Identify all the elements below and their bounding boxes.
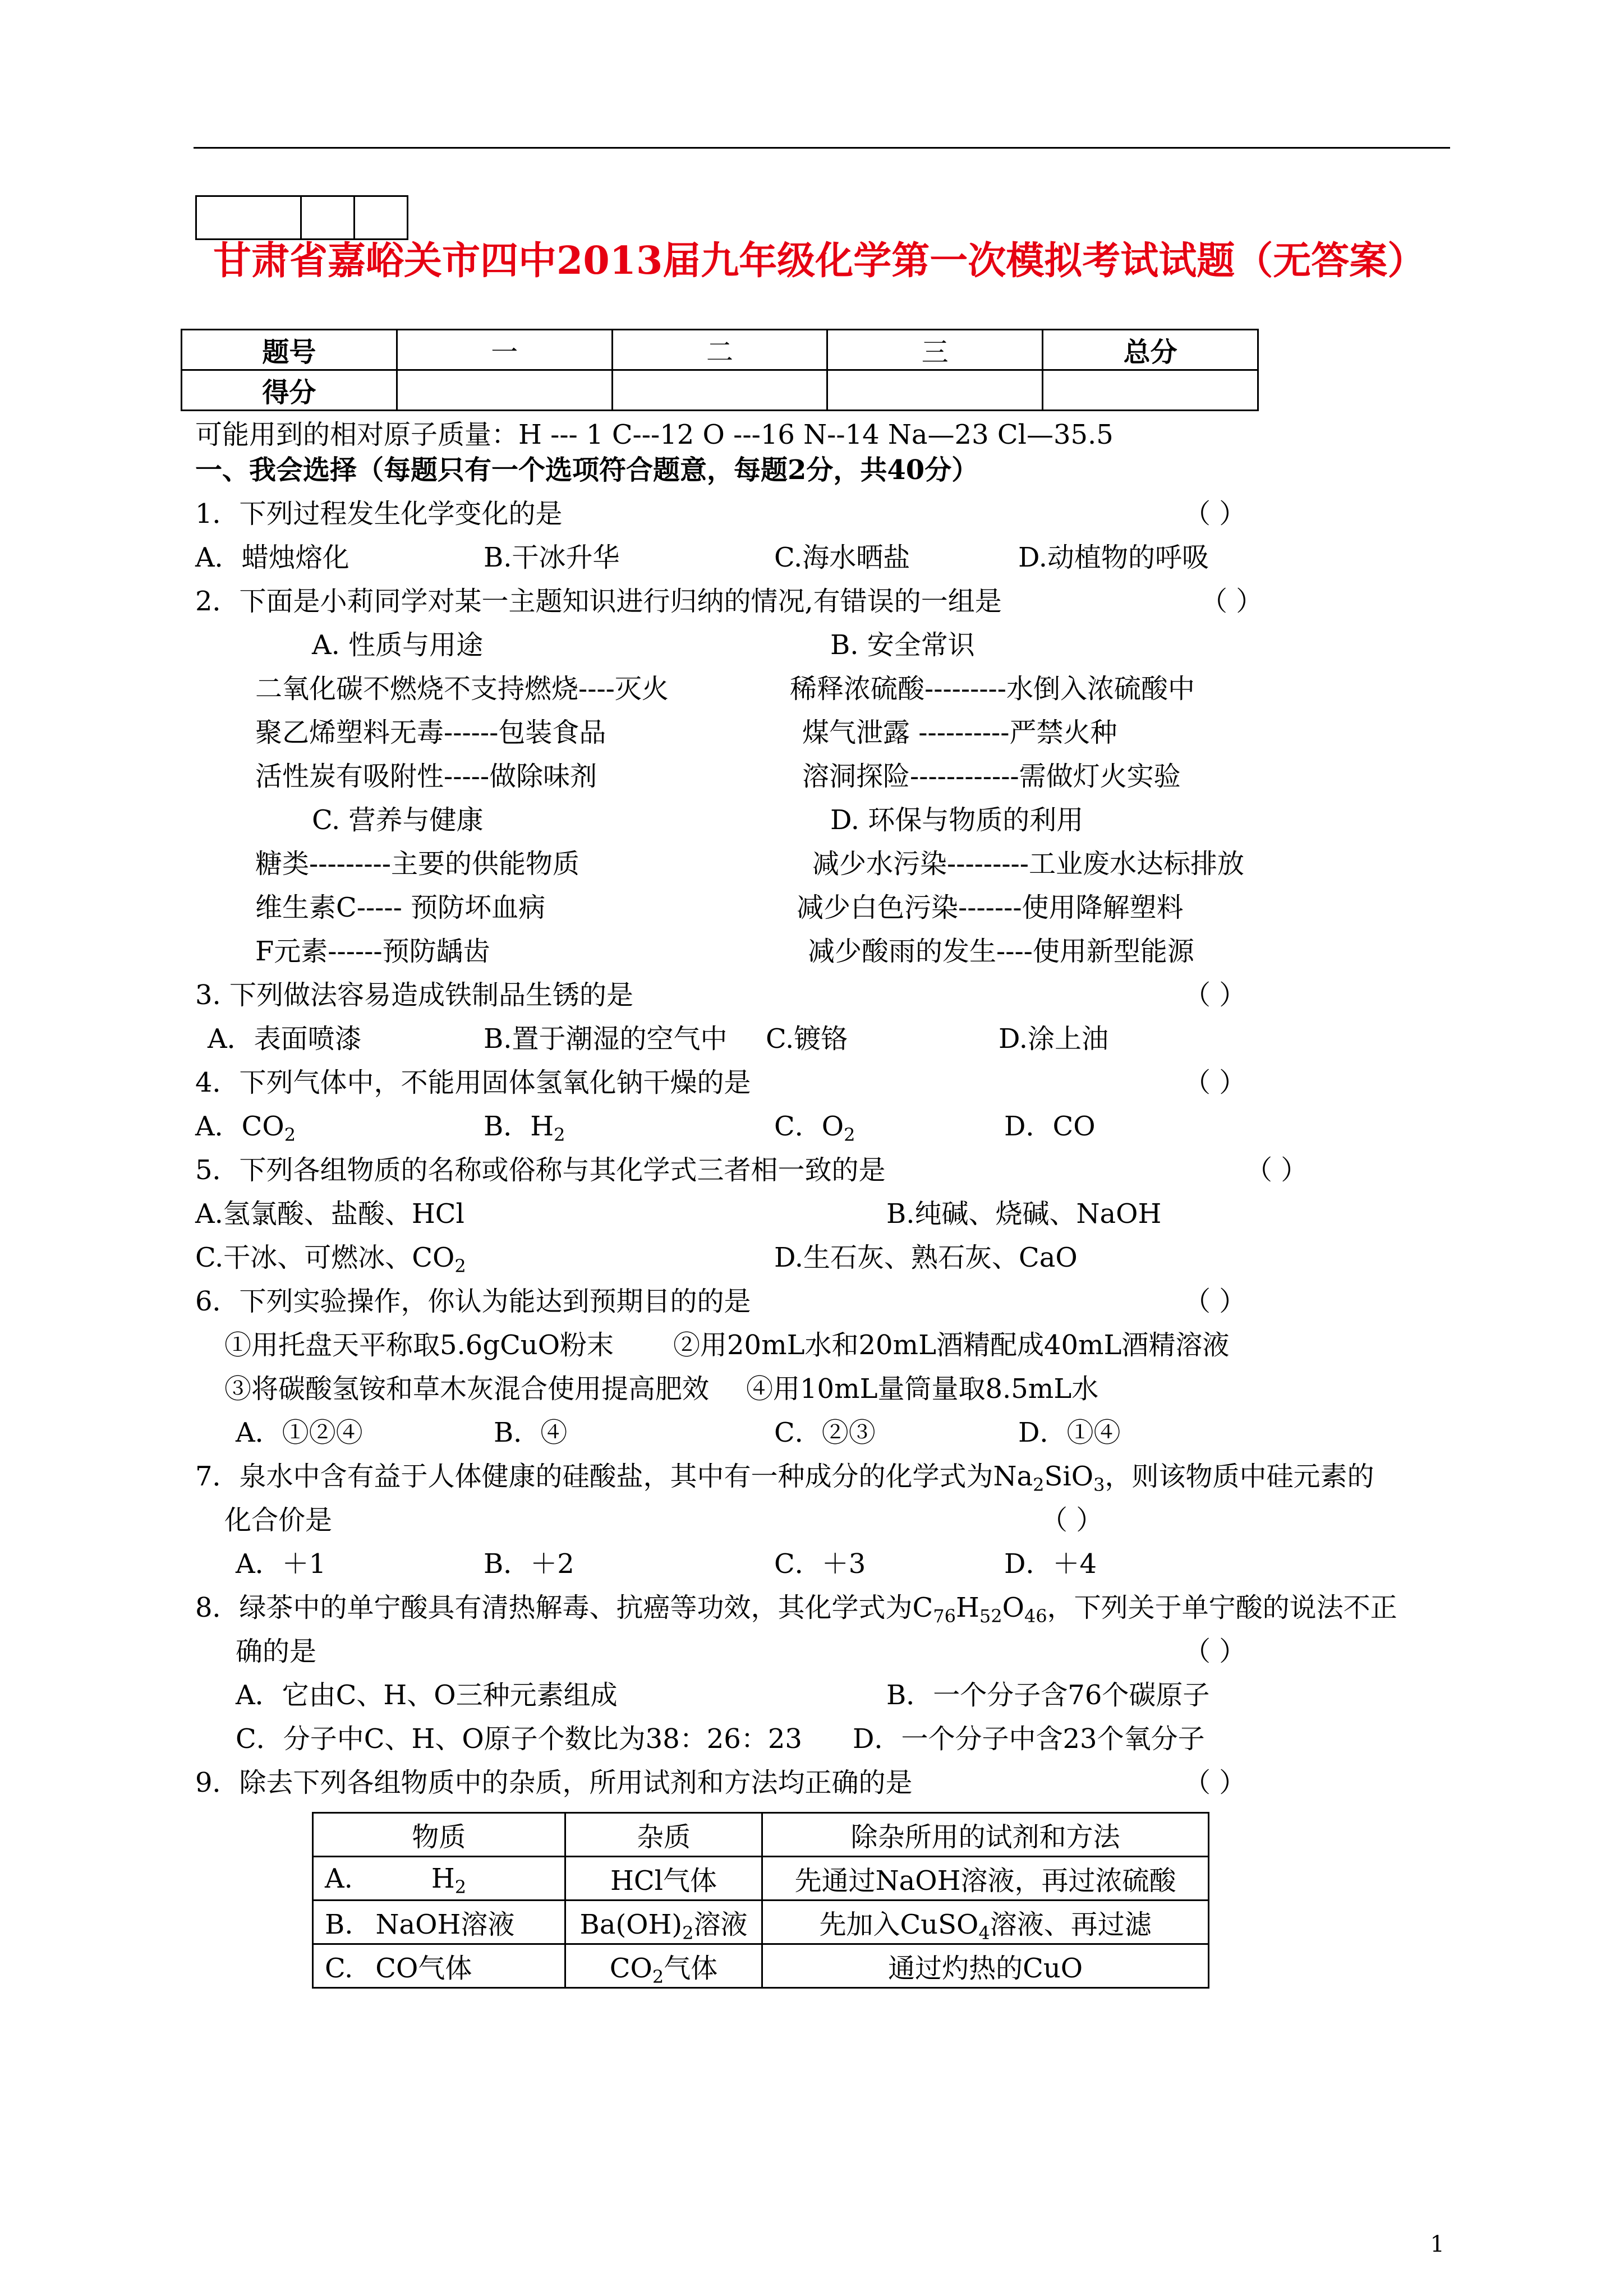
score-table (181, 329, 1259, 411)
group-item: 减少水污染---------工业废水达标排放 (812, 848, 1244, 880)
answer-paren: （ ） (1184, 1286, 1246, 1317)
option: A．$CO_2$ (195, 1111, 296, 1145)
answer-paren: （ ） (1184, 979, 1246, 1011)
answer-paren: （ ） (1184, 1767, 1246, 1798)
option: A．蜡烛熔化 (195, 542, 349, 573)
group-item: 溶洞探险------------需做灯火实验 (802, 761, 1181, 792)
question-stem-cont: 化合价是 (224, 1504, 333, 1536)
question-stem: 1．下列过程发生化学变化的是 (195, 498, 563, 530)
question-stem: 8．绿茶中的单宁酸具有清热解毒、抗癌等功效，其化学式为$C_{76}H_{52}O_{46}$，下列关于单宁酸的说法不正 (195, 1592, 1397, 1627)
header-rule (194, 147, 1450, 149)
table-header: 除杂所用的试剂和方法 (762, 1813, 1209, 1857)
option: D．①④ (1018, 1417, 1121, 1448)
score-header-cell: 总分 (1043, 330, 1258, 370)
answer-paren: （ ） (1184, 1067, 1246, 1098)
option: B.干冰升华 (484, 542, 620, 573)
answer-paren: （ ） (1184, 1636, 1246, 1667)
option: B．＋2 (484, 1548, 574, 1580)
option: A．①②④ (236, 1417, 363, 1448)
group-heading: C. 营养与健康 (312, 804, 484, 836)
answer-paren: （ ） (1184, 498, 1246, 530)
option: D.生石灰、熟石灰、CaO (774, 1242, 1078, 1273)
option: B．$H_2$ (484, 1111, 565, 1145)
atomic-masses: 可能用到的相对原子质量：H --- 1 C---12 O ---16 N--14 Na—23 Cl—35.5 (195, 419, 1114, 450)
option: D．＋4 (1004, 1548, 1097, 1580)
table-header: 杂质 (565, 1813, 762, 1857)
group-item: 糖类---------主要的供能物质 (255, 848, 579, 880)
option: A．它由C、H、O三种元素组成 (236, 1680, 618, 1711)
option: D．CO (1004, 1111, 1096, 1142)
option: A.氢氯酸、盐酸、HCl (195, 1198, 464, 1230)
option: B．④ (494, 1417, 568, 1448)
question-stem: 5．下列各组物质的名称或俗称与其化学式三者相一致的是 (195, 1154, 886, 1186)
option: B.纯碱、烧碱、NaOH (886, 1198, 1162, 1230)
score-header-cell: 一 (397, 330, 612, 370)
option: A．＋1 (236, 1548, 326, 1580)
group-item: 维生素C----- 预防坏血病 (255, 892, 546, 923)
option: C．②③ (774, 1417, 876, 1448)
answer-paren: （ ） (1200, 586, 1263, 617)
score-cell[interactable] (397, 370, 612, 411)
question-stem: 7．泉水中含有益于人体健康的硅酸盐，其中有一种成分的化学式为$Na_2SiO_3$，则该物质中硅元素的 (195, 1461, 1374, 1496)
table-row: A. $H_2$ HCl气体 先通过NaOH溶液，再过浓硫酸 (313, 1857, 1209, 1901)
statement: ④用10mL量筒量取8.5mL水 (746, 1373, 1099, 1405)
group-item: 二氧化碳不燃烧不支持燃烧----灭火 (255, 673, 669, 705)
table-header: 物质 (313, 1813, 565, 1857)
option: D.涂上油 (999, 1023, 1109, 1055)
option: C．$O_2$ (774, 1111, 855, 1145)
answer-paren: （ ） (1041, 1504, 1103, 1536)
section-heading: 一、我会选择（每题只有一个选项符合题意，每题2分，共40分） (195, 454, 979, 486)
score-cell[interactable] (612, 370, 827, 411)
question-stem-cont: 确的是 (236, 1636, 317, 1667)
group-item: F元素------预防龋齿 (255, 936, 490, 967)
page-number: 1 (1430, 2231, 1444, 2257)
question-stem: 3. 下列做法容易造成铁制品生锈的是 (195, 979, 634, 1011)
group-item: 活性炭有吸附性-----做除味剂 (255, 761, 597, 792)
statement: ②用20mL水和20mL酒精配成40mL酒精溶液 (673, 1329, 1230, 1361)
question-stem: 2．下面是小莉同学对某一主题知识进行归纳的情况,有错误的一组是 (195, 586, 1002, 617)
option: D.动植物的呼吸 (1018, 542, 1209, 573)
group-heading: B. 安全常识 (830, 629, 975, 661)
group-item: 聚乙烯塑料无毒------包装食品 (255, 717, 606, 748)
question-stem: 6．下列实验操作，你认为能达到预期目的的是 (195, 1286, 751, 1317)
option: C．＋3 (774, 1548, 866, 1580)
answer-paren: （ ） (1245, 1154, 1308, 1186)
question-stem: 4．下列气体中，不能用固体氢氧化钠干燥的是 (195, 1067, 751, 1098)
option: C.海水晒盐 (774, 542, 910, 573)
question-stem: 9．除去下列各组物质中的杂质，所用试剂和方法均正确的是 (195, 1767, 913, 1798)
group-heading: A. 性质与用途 (312, 629, 484, 661)
score-row-label: 得分 (182, 370, 397, 411)
table-row: B. NaOH溶液 $Ba(OH)_2$溶液 先加入CuSO$_4$溶液、再过滤 (313, 1901, 1209, 1944)
group-heading: D. 环保与物质的利用 (830, 804, 1084, 836)
score-header-cell: 三 (827, 330, 1043, 370)
group-item: 稀释浓硫酸---------水倒入浓硫酸中 (790, 673, 1195, 705)
option: B.置于潮湿的空气中 (484, 1023, 728, 1055)
option: A．表面喷漆 (208, 1023, 362, 1055)
statement: ③将碳酸氢铵和草木灰混合使用提高肥效 (224, 1373, 710, 1405)
impurity-table (312, 1812, 1209, 1989)
score-cell[interactable] (827, 370, 1043, 411)
option: C.镀铬 (766, 1023, 848, 1055)
option: D．一个分子中含23个氧分子 (853, 1723, 1205, 1755)
option: C.干冰、可燃冰、$CO_2$ (195, 1242, 466, 1277)
blank-box (195, 195, 408, 240)
page-title: 甘肃省嘉峪关市四中2013届九年级化学第一次模拟考试试题（无答案） (213, 238, 1426, 283)
group-item: 减少酸雨的发生----使用新型能源 (808, 936, 1194, 967)
group-item: 减少白色污染-------使用降解塑料 (797, 892, 1184, 923)
option: C．分子中C、H、O原子个数比为38：26：23 (236, 1723, 802, 1755)
score-header-cell: 题号 (182, 330, 397, 370)
score-header-cell: 二 (612, 330, 827, 370)
statement: ①用托盘天平称取5.6gCuO粉末 (224, 1329, 614, 1361)
option: B．一个分子含76个碳原子 (886, 1680, 1210, 1711)
group-item: 煤气泄露 ----------严禁火种 (802, 717, 1117, 748)
score-cell[interactable] (1043, 370, 1258, 411)
table-row: C. CO气体 $CO_2$气体 通过灼热的CuO (313, 1944, 1209, 1988)
